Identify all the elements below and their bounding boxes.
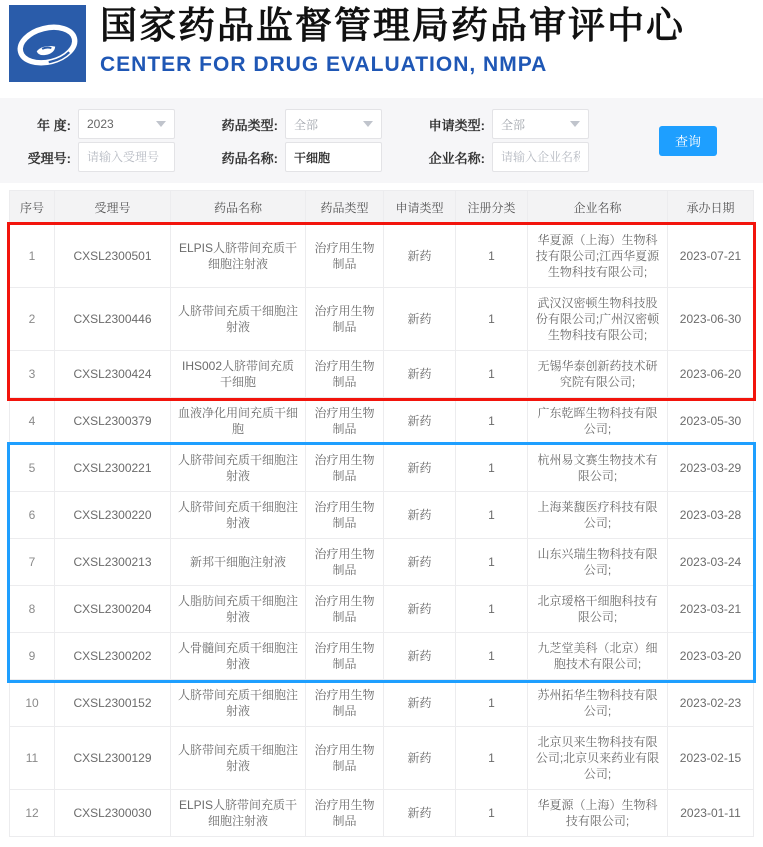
cell-seq: 6 [10,492,55,538]
cell-date: 2023-03-28 [679,508,742,522]
cell-drug-type: 治疗用生物制品 [306,398,384,444]
table-header-row [10,191,753,225]
cell-seq: 11 [10,727,55,789]
cell-drug-name: ELPIS人脐带间充质干细胞注射液 [171,225,306,287]
cell-apply-type: 新药 [384,225,456,287]
cell-company: 华夏源（上海）生物科技有限公司; [528,790,668,836]
cell-apply-type: 新药 [384,680,456,726]
cell-company: 北京贝来生物科技有限公司;北京贝来药业有限公司; [528,727,668,789]
filter-bar [0,98,763,183]
table-row [10,790,753,836]
cell-reg-class: 1 [456,398,528,444]
cell-date: 2023-07-21 [679,249,742,263]
cell-reg-class: 1 [456,445,528,491]
drug-type-select-value: 全部 [294,117,319,132]
col-header-apply-type: 申请类型 [384,191,456,225]
cell-acceptance-no: CXSL2300202 [55,633,171,679]
cell-drug-name: 人骨髓间充质干细胞注射液 [171,633,306,679]
year-select[interactable] [78,109,175,139]
cell-seq: 1 [10,225,55,287]
cell-apply-type: 新药 [384,492,456,538]
cell-seq: 7 [10,539,55,585]
cell-drug-name: IHS002人脐带间充质干细胞 [171,351,306,397]
table-row [10,539,753,586]
cell-company: 山东兴瑞生物科技有限公司; [528,539,668,585]
cell-company: 九芝堂美科（北京）细胞技术有限公司; [528,633,668,679]
cell-acceptance-no: CXSL2300204 [55,586,171,632]
cell-drug-name: ELPIS人脐带间充质干细胞注射液 [171,790,306,836]
cell-reg-class: 1 [456,586,528,632]
drug-type-select[interactable] [285,109,382,139]
table-row [10,586,753,633]
filter-row-2 [0,142,763,172]
chevron-down-icon [570,121,580,127]
cell-apply-type: 新药 [384,539,456,585]
table-row [10,445,753,492]
company-name-input[interactable] [492,142,589,172]
cell-acceptance-no: CXSL2300424 [55,351,171,397]
cell-drug-type: 治疗用生物制品 [306,288,384,350]
cell-apply-type: 新药 [384,288,456,350]
cell-acceptance-no: CXSL2300379 [55,398,171,444]
cell-company: 上海莱馥医疗科技有限公司; [528,492,668,538]
nmpa-cde-logo [9,5,86,82]
cell-drug-name: 血液净化用间充质干细胞 [171,398,306,444]
row-group [10,680,753,836]
cell-date: 2023-02-23 [679,696,742,710]
cell-drug-name: 人脐带间充质干细胞注射液 [171,288,306,350]
table-body [10,225,753,836]
cell-apply-type: 新药 [384,633,456,679]
cell-company: 广东乾晖生物科技有限公司; [528,398,668,444]
col-header-company: 企业名称 [528,191,668,225]
col-header-seq: 序号 [10,191,55,225]
chevron-down-icon [156,121,166,127]
cell-drug-type: 治疗用生物制品 [306,680,384,726]
col-header-date: 承办日期 [686,201,735,215]
site-title: 国家药品监督管理局药品审评中心 [100,5,685,46]
highlight-group-blue [10,445,753,680]
cell-seq: 5 [10,445,55,491]
col-header-acceptance-no: 受理号 [55,191,171,225]
cell-apply-type: 新药 [384,445,456,491]
cell-acceptance-no: CXSL2300446 [55,288,171,350]
cell-date: 2023-03-20 [679,649,742,663]
cell-acceptance-no: CXSL2300129 [55,727,171,789]
cell-seq: 9 [10,633,55,679]
cell-acceptance-no: CXSL2300220 [55,492,171,538]
cell-date: 2023-03-21 [679,602,742,616]
cell-reg-class: 1 [456,351,528,397]
cell-drug-name: 新邦干细胞注射液 [171,539,306,585]
cell-seq: 3 [10,351,55,397]
cell-company: 北京瑷格干细胞科技有限公司; [528,586,668,632]
cell-date: 2023-06-20 [679,367,742,381]
cell-company: 华夏源（上海）生物科技有限公司;江西华夏源生物科技有限公司; [528,225,668,287]
highlight-group-red [10,225,753,398]
chevron-down-icon [363,121,373,127]
table-row [10,492,753,539]
cell-seq: 4 [10,398,55,444]
cell-acceptance-no: CXSL2300213 [55,539,171,585]
cell-date: 2023-03-24 [679,555,742,569]
apply-type-select[interactable] [492,109,589,139]
cell-date: 2023-02-15 [679,751,742,765]
cell-drug-type: 治疗用生物制品 [306,790,384,836]
cell-apply-type: 新药 [384,398,456,444]
cell-drug-name: 人脐带间充质干细胞注射液 [171,680,306,726]
table-row [10,633,753,680]
table-row [10,288,753,351]
cell-drug-type: 治疗用生物制品 [306,539,384,585]
cell-date: 2023-03-29 [679,461,742,475]
cell-reg-class: 1 [456,288,528,350]
table-row [10,351,753,398]
cell-reg-class: 1 [456,790,528,836]
cell-drug-type: 治疗用生物制品 [306,586,384,632]
year-label: 年 度: [37,117,71,133]
col-header-reg-class: 注册分类 [456,191,528,225]
cell-seq: 12 [10,790,55,836]
cell-acceptance-no: CXSL2300030 [55,790,171,836]
acceptance-no-input[interactable] [78,142,175,172]
col-header-drug-name: 药品名称 [171,191,306,225]
logo-swoosh-icon [9,5,86,82]
table-row [10,225,753,288]
cell-company: 杭州易文赛生物技术有限公司; [528,445,668,491]
cell-date: 2023-01-11 [680,806,741,820]
row-group [10,398,753,445]
cell-drug-name: 人脐带间充质干细胞注射液 [171,492,306,538]
cell-seq: 10 [10,680,55,726]
cell-acceptance-no: CXSL2300501 [55,225,171,287]
cell-company: 苏州拓华生物科技有限公司; [528,680,668,726]
title-block [100,2,685,80]
apply-type-label: 申请类型: [428,117,485,133]
cell-reg-class: 1 [456,727,528,789]
cell-seq: 2 [10,288,55,350]
cell-company: 无锡华泰创新药技术研究院有限公司; [528,351,668,397]
cell-date: 2023-05-30 [679,414,742,428]
site-header [0,0,763,95]
cell-apply-type: 新药 [384,586,456,632]
cell-drug-name: 人脐带间充质干细胞注射液 [171,727,306,789]
drug-name-input[interactable] [285,142,382,172]
table-row [10,398,753,445]
cell-reg-class: 1 [456,633,528,679]
drug-type-label: 药品类型: [221,117,278,133]
cell-drug-type: 治疗用生物制品 [306,727,384,789]
site-subtitle: CENTER FOR DRUG EVALUATION, NMPA [100,53,548,76]
results-table [9,190,754,837]
cell-company: 武汉汉密顿生物科技股份有限公司;广州汉密顿生物科技有限公司; [528,288,668,350]
cell-apply-type: 新药 [384,351,456,397]
table-row [10,727,753,790]
cell-drug-type: 治疗用生物制品 [306,351,384,397]
cell-drug-type: 治疗用生物制品 [306,492,384,538]
cell-apply-type: 新药 [384,790,456,836]
company-name-label: 企业名称: [428,150,485,166]
cell-reg-class: 1 [456,492,528,538]
drug-name-label: 药品名称: [221,150,278,166]
col-header-drug-type: 药品类型 [306,191,384,225]
apply-type-select-value: 全部 [501,117,526,132]
year-select-value: 2023 [87,117,114,131]
cell-seq: 8 [10,586,55,632]
cell-acceptance-no: CXSL2300152 [55,680,171,726]
cell-drug-name: 人脂肪间充质干细胞注射液 [171,586,306,632]
search-button[interactable]: 查询 [659,126,717,156]
table-row [10,680,753,727]
cell-apply-type: 新药 [384,727,456,789]
cell-drug-type: 治疗用生物制品 [306,225,384,287]
cell-reg-class: 1 [456,225,528,287]
filter-row-1 [0,109,763,139]
cell-reg-class: 1 [456,539,528,585]
cell-drug-type: 治疗用生物制品 [306,633,384,679]
cell-reg-class: 1 [456,680,528,726]
acceptance-no-label: 受理号: [27,150,71,166]
cell-drug-type: 治疗用生物制品 [306,445,384,491]
cell-acceptance-no: CXSL2300221 [55,445,171,491]
cell-date: 2023-06-30 [679,312,742,326]
cell-drug-name: 人脐带间充质干细胞注射液 [171,445,306,491]
